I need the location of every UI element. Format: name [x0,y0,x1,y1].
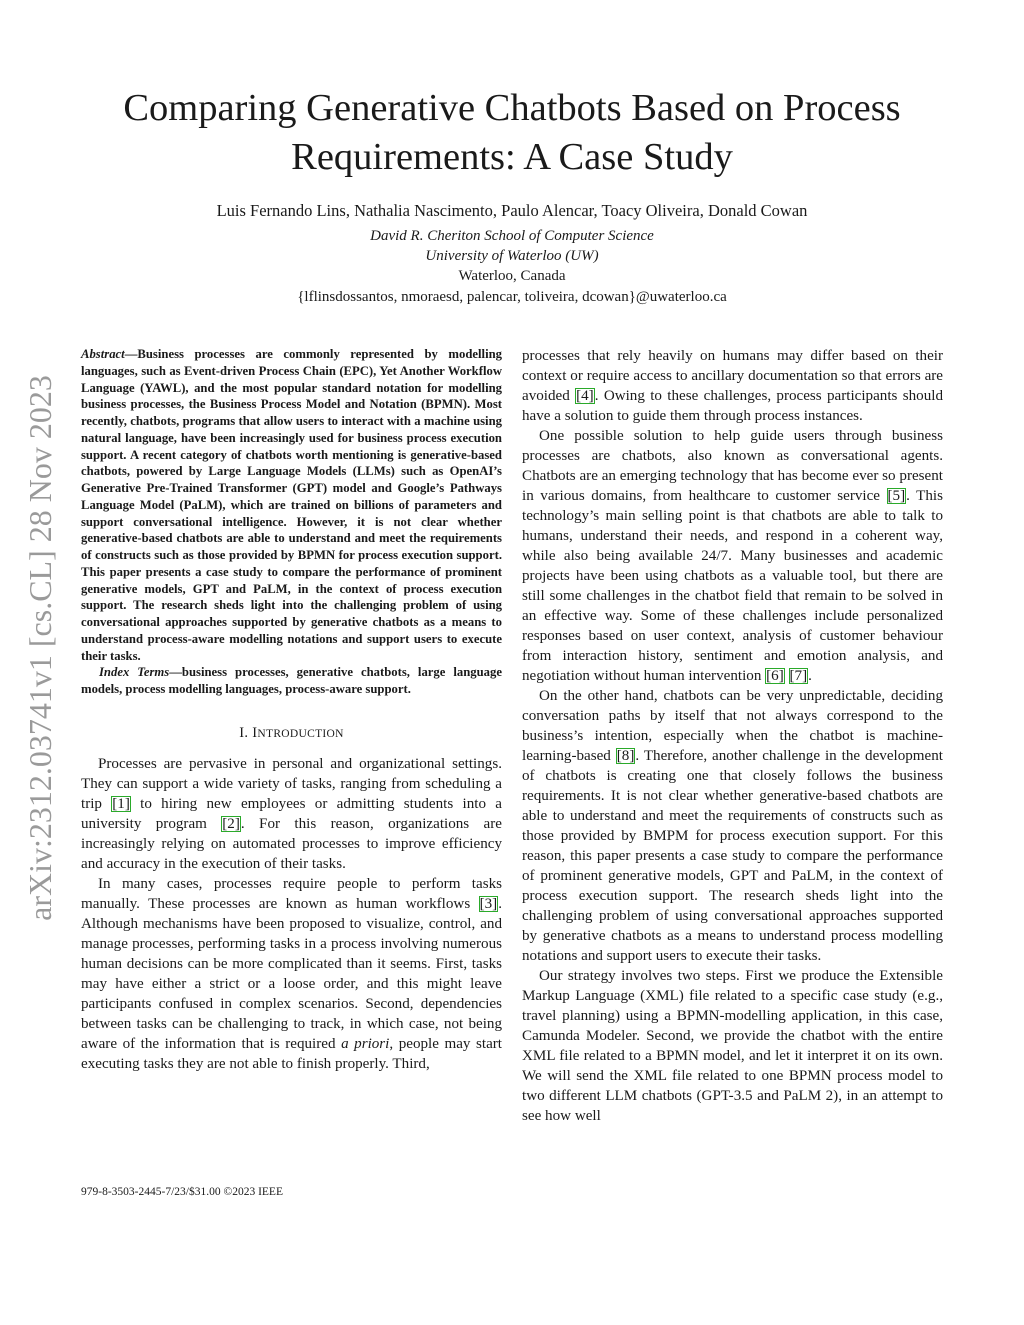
author-emails: {lflinsdossantos, nmoraesd, palencar, toliveira, dcowan}@uwaterloo.ca [297,289,727,305]
intro-paragraph-2-continued [522,346,943,426]
intro-paragraph-2 [81,874,502,1074]
author-list: Luis Fernando Lins, Nathalia Nascimento, Paulo Alencar, Toacy Oliveira, Donald Cowan [216,201,808,220]
intro-paragraph-1 [81,754,502,874]
text-run: to hiring new employees or admitting students into a university program [81,795,503,832]
text-run: processes that rely heavily on humans may differ based on their context or require access to ancillary documentation so that errors are avoided [522,348,943,404]
text-run: . [808,668,812,684]
intro-paragraph-4 [522,686,943,966]
section-number: I. [239,724,249,741]
text-run: , people may start executing tasks they are not able to finish properly. Third, [81,1035,502,1072]
text-run: . Owing to these challenges, process participants should have a solution to guide them through process instances. [522,388,943,424]
citation-link[interactable]: [8] [616,748,635,764]
text-run: On the other hand, chatbots can be very unpredictable, deciding conversation paths by itself that not always correspond to the business’s intention, especially when the chatbot is machine-learning-based [522,688,943,764]
index-terms [81,664,502,698]
section-title-rest: NTRODUCTION [257,727,344,740]
index-terms-text: —business processes, generative chatbots, large language models, process modelling languages, process-aware support. [81,665,502,696]
text-run: Our strategy involves two steps. First we produce the Extensible Markup Language (XML) file related to a specific case study (e.g., travel planning) using a BPMN-modelling application, in this case, Camunda Modeler. Second, we provide the chatbot with the entire XML file related to a BPMN model, and let it interpret it on its own. We will send the XML file related to one BPMN process model to two different LLM chatbots (GPT-3.5 and PaLM 2), in an attempt to see how well [522,968,943,1124]
citation-link[interactable]: [2] [222,815,240,832]
abstract-text: —Business processes are commonly represented by modelling languages, such as Event-driven Process Chain (EPC), Yet Another Workflow Language (YAWL), and the most popular standard notation for modelling business processes, the Business Process Model and Notation (BPMN). Most recently, chatbots, programs that allow users to interact with a machine using natural language, have been increasingly used for business process execution support. A recent category of chatbots worth mentioning is generative-based chatbots, powered by Large Language Models (LLMs) such as OpenAI’s Generative Pre-Trained Transformer (GPT) model and Google’s Pathways Language Model (PaLM), which are trained on billions of parameters and support conversational intelligence. However, it is not clear whether generative-based chatbots are able to understand and meet the requirements of constructs such as those provided by BPMN for process execution support. This paper presents a case study to compare the performance of prominent generative models, GPT and PaLM, in the context of process execution support. The research sheds light into the challenging problem of using conversational approaches supported by generative chatbots as a means to understand process-aware modelling notations and support users to execute their tasks. [81,347,502,663]
section-heading-introduction [81,725,502,742]
citation-link[interactable]: [4] [576,388,594,404]
left-column [81,346,502,1074]
right-column [522,346,943,1126]
citation-link[interactable]: [1] [112,795,130,812]
affiliation-school: David R. Cheriton School of Computer Science [370,228,654,244]
text-run: One possible solution to help guide users through business processes are chatbots, also known as conversational agents. Chatbots are an emerging technology that has become ever so present in various domains, from healthcare to customer service [522,428,943,504]
section-title-first: I [252,724,258,741]
citation-link[interactable]: [6] [766,668,784,684]
affiliation-location: Waterloo, Canada [458,268,566,284]
emphasis-text: a priori [341,1035,390,1052]
text-run: . This technology’s main selling point is that chatbots are able to talk to humans, understand their needs, and respond in a coherent way, while also being available 24/7. Many businesses and academic projects have been using chatbots as a valuable tool, but there are still some challenges in the chatbot field that remain to be solved in an effective way. Some of these challenges include personalized responses based on user context, analysis of customer behaviour from interaction history, sentiment and emotion analysis, and negotiation without human intervention [522,488,943,684]
abstract [81,346,502,664]
affiliation-university: University of Waterloo (UW) [425,248,599,264]
title-line-1: Comparing Generative Chatbots Based on Process [123,87,901,129]
text-run: In many cases, processes require people to perform tasks manually. These processes are known as human workflows [81,875,502,912]
index-terms-label: Index Terms [99,665,170,680]
title-line-2: Requirements: A Case Study [291,136,733,178]
intro-paragraph-3 [522,426,943,686]
copyright-footnote: 979-8-3503-2445-7/23/$31.00 ©2023 IEEE [81,1186,283,1198]
abstract-label: Abstract [81,347,125,361]
intro-paragraph-5 [522,966,943,1126]
text-run: . Therefore, another challenge in the development of chatbots is creating one that closely follows the business requirements. It is not clear whether generative-based chatbots are able to understand and meet the requirements of constructs such as those provided by BMPM for process execution support. For this reason, this paper presents a case study to compare the performance of prominent generative models, GPT and PaLM, in the context of process execution support. The research sheds light into the challenging problem of using conversational approaches supported by generative chatbots as a means to understand process modelling notations and support users to execute their tasks. [522,748,943,964]
text-run: Processes are pervasive in personal and organizational settings. They can support a wide variety of tasks, ranging from scheduling a trip [81,755,502,812]
arxiv-sidebar [0,348,60,948]
text-run: . For this reason, organizations are increasingly relying on automated processes to improve efficiency and accuracy in the execution of their tasks. [81,815,502,872]
citation-link[interactable]: [7] [789,668,808,684]
text-run: . Although mechanisms have been proposed to visualize, control, and manage processes, performing tasks in a process involving numerous human decisions can be more complicated than it seems. First, tasks may have either a strict or a loose order, and this might leave participants confused in complex scenarios. Second, dependencies between tasks can be challenging to track, in which case, not being aware of the information that is required [81,895,502,1052]
paper-title [60,84,964,182]
citation-link[interactable]: [5] [887,488,906,504]
citation-link[interactable]: [3] [479,895,498,912]
arxiv-identifier[interactable]: arXiv:2312.03741v1 [cs.CL] 28 Nov 2023 [22,375,58,921]
